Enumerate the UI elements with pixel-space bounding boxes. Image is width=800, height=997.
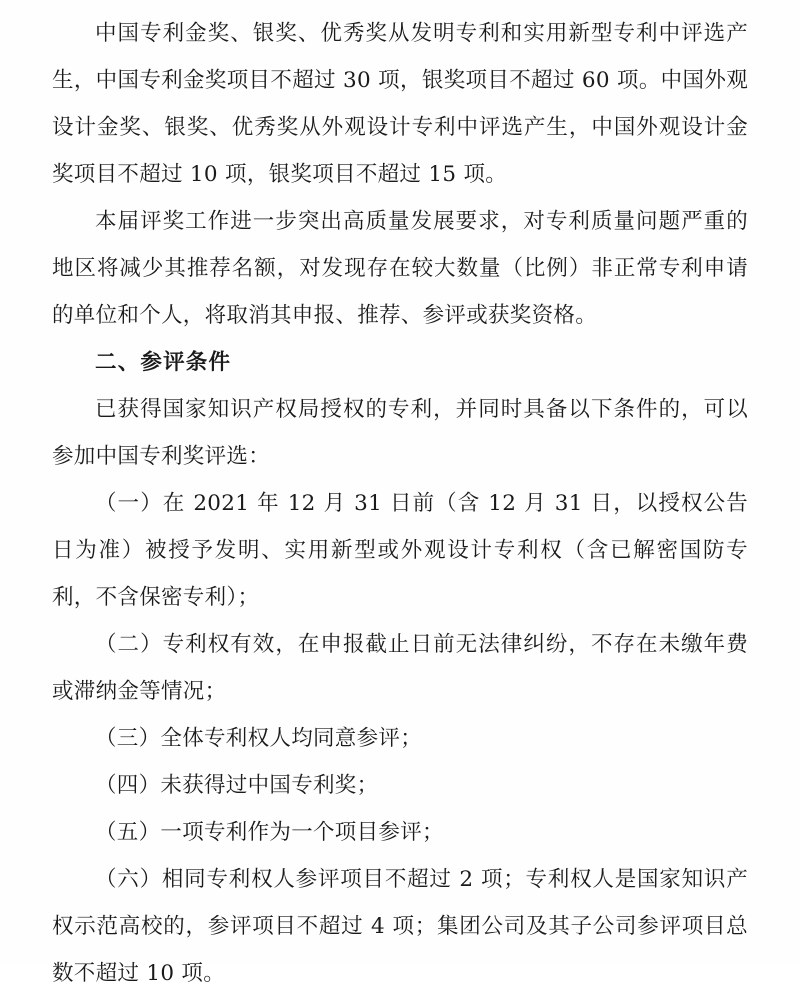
- paragraph-quality-requirements: 本届评奖工作进一步突出高质量发展要求，对专利质量问题严重的地区将减少其推荐名额，对发现存在较大数量（比例）非正常专利申请的单位和个人，将取消其申报、推荐、参评或获奖资格。: [52, 209, 748, 328]
- condition-item-3: （三）全体专利权人均同意参评；: [95, 726, 423, 751]
- paragraph-award-quotas: 中国专利金奖、银奖、优秀奖从发明专利和实用新型专利中评选产生，中国专利金奖项目不超过 30 项，银奖项目不超过 60 项。中国外观设计金奖、银奖、优秀奖从外观设计专利中评选产生，中国外观设计金奖项目不超过 10 项，银奖项目不超过 15 项。: [52, 21, 748, 187]
- condition-item-4: （四）未获得过中国专利奖；: [95, 773, 379, 798]
- condition-item-2: （二）专利权有效，在申报截止日前无法律纠纷，不存在未缴年费或滞纳金等情况；: [52, 632, 748, 704]
- document-body: [52, 10, 748, 997]
- condition-item-6: （六）相同专利权人参评项目不超过 2 项；专利权人是国家知识产权示范高校的，参评项目不超过 4 项；集团公司及其子公司参评项目总数不超过 10 项。: [52, 867, 748, 986]
- condition-item-1: （一）在 2021 年 12 月 31 日前（含 12 月 31 日，以授权公告日为准）被授予发明、实用新型或外观设计专利权（含已解密国防专利，不含保密专利）；: [52, 491, 748, 610]
- section-heading-eligibility: 二、参评条件: [95, 350, 232, 375]
- paragraph-eligibility-intro: 已获得国家知识产权局授权的专利，并同时具备以下条件的，可以参加中国专利奖评选：: [52, 397, 748, 469]
- condition-item-5: （五）一项专利作为一个项目参评；: [95, 820, 444, 845]
